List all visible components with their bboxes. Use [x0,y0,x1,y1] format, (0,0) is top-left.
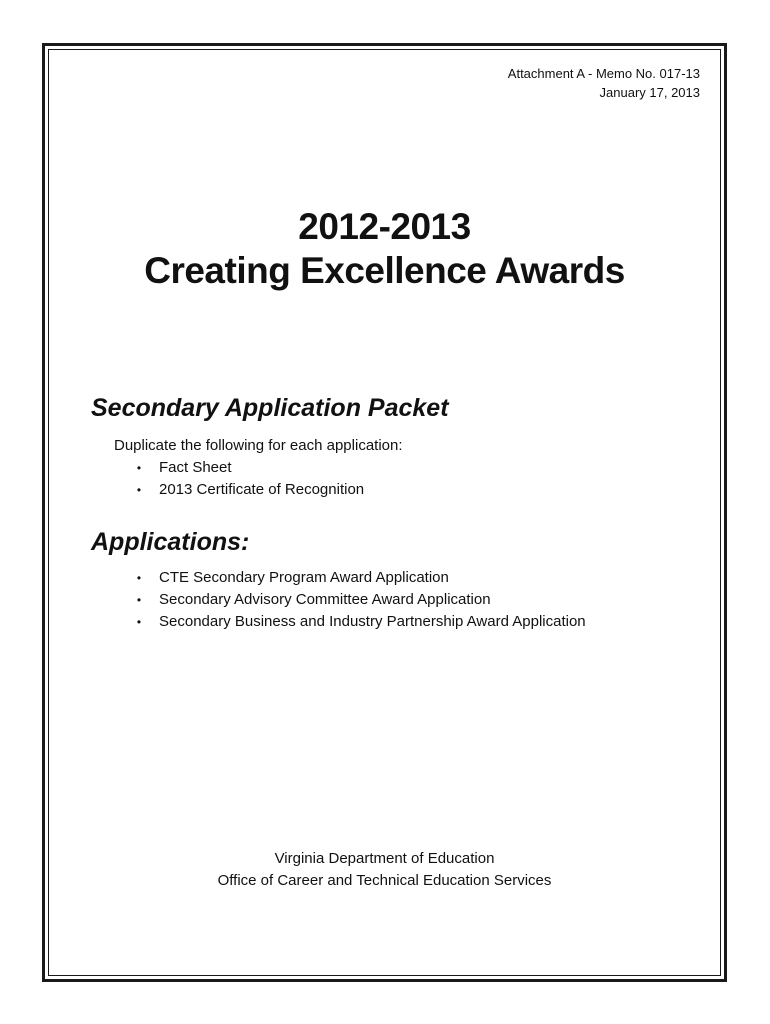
memo-header [508,64,700,102]
memo-date: January 17, 2013 [599,85,700,100]
list-item-text: CTE Secondary Program Award Application [159,569,449,586]
list-item [134,589,586,611]
list-item [134,611,586,633]
list-item [134,479,364,501]
title-awards: Creating Excellence Awards [144,250,625,291]
footer-department: Virginia Department of Education [274,850,495,867]
footer-office: Office of Career and Technical Education Services [217,872,552,889]
list-item [134,567,586,589]
list-item-text: 2013 Certificate of Recognition [159,481,365,498]
bullet-icon: • [136,461,142,475]
page-border-inner [48,49,721,976]
packet-list [134,457,364,501]
page-border [42,43,727,982]
memo-number: Attachment A - Memo No. 017-13 [507,66,700,81]
applications-list [134,567,586,633]
applications-heading: Applications: [91,528,250,556]
list-item [134,457,364,479]
footer [49,848,720,892]
bullet-icon: • [136,483,142,497]
list-item-text: Secondary Business and Industry Partnership Award Application [159,613,586,630]
bullet-icon: • [136,615,142,629]
packet-intro: Duplicate the following for each application: [114,437,403,454]
bullet-icon: • [136,593,142,607]
bullet-icon: • [136,571,142,585]
document-title [49,205,720,293]
list-item-text: Secondary Advisory Committee Award Application [159,591,491,608]
packet-heading: Secondary Application Packet [91,394,449,422]
title-years: 2012-2013 [298,206,471,247]
list-item-text: Fact Sheet [159,459,232,476]
